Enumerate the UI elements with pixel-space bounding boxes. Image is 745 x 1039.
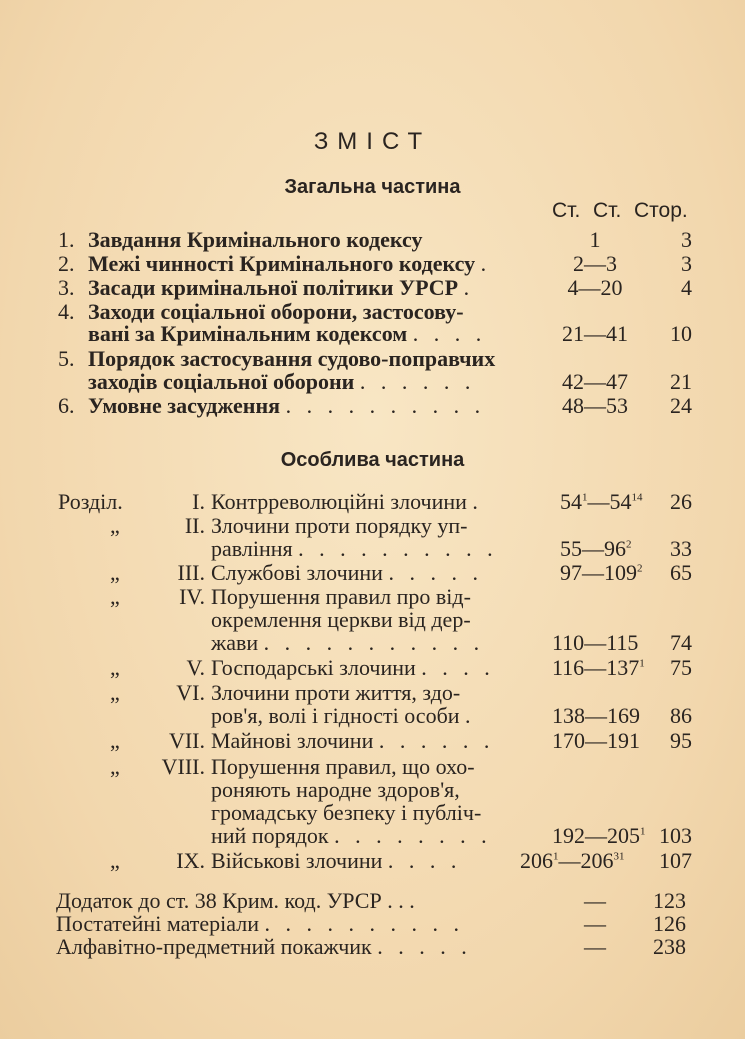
ditto-mark: „: [110, 728, 120, 753]
appendix-page: 238: [653, 934, 686, 959]
section-roman: IX.: [176, 848, 205, 873]
section-articles: $97—109^2$: [560, 560, 643, 585]
section-page: 75: [670, 655, 692, 680]
general-row-page: 10: [670, 321, 692, 346]
general-row-number: 4.: [58, 299, 75, 324]
section-articles: $55—96^2$: [560, 536, 632, 561]
appendix-articles: —: [584, 934, 606, 959]
general-row-text-line1: Порядок застосування судово-поправчих: [88, 346, 496, 371]
appendix-articles: —: [584, 888, 606, 913]
section-title: Військові злочини . . . .: [211, 848, 462, 873]
section-page: 65: [670, 560, 692, 585]
section-roman: VIII.: [161, 754, 205, 779]
section-title-line1: Порушення правил, що охо-: [211, 754, 475, 779]
section-roman: VII.: [168, 728, 205, 753]
section-page: 26: [670, 489, 692, 514]
section-articles: 138—169: [552, 703, 640, 728]
section-title: Господарські злочини . . . .: [211, 655, 495, 680]
appendix-item: Алфавітно-предметний покажчик . . . . .: [56, 934, 472, 959]
general-row-articles: 42—47: [562, 369, 628, 394]
ditto-mark: „: [110, 584, 120, 609]
general-row-articles: 4—20: [567, 275, 623, 300]
general-row-number: 3.: [58, 275, 75, 300]
general-row-text: Завдання Кримінального кодексу: [88, 227, 423, 252]
general-row-text: Межі чинності Кримінального кодексу .: [88, 251, 487, 276]
section-articles: $54^1—54^{14}$: [560, 489, 643, 514]
section-title-line3: громадську безпеку і публіч-: [211, 800, 482, 825]
section-title-line1: Порушення правил про від-: [211, 584, 471, 609]
section-title-line3: жави . . . . . . . . . . .: [211, 630, 485, 655]
general-row-page: 3: [681, 227, 692, 252]
section-title-line2: окремлення церкви від дер-: [211, 607, 471, 632]
section-title-line2: ров'я, волі і гідності особи .: [211, 703, 471, 728]
section-articles: $116—137^1$: [552, 655, 645, 680]
general-row-number: 1.: [58, 227, 75, 252]
general-row-number: 6.: [58, 393, 75, 418]
general-part-heading: Загальна частина: [284, 176, 461, 198]
section-articles: $192—205^1$: [552, 823, 646, 848]
section-title: Контрреволюційні злочини .: [211, 489, 478, 514]
section-title-line2: равління . . . . . . . . . .: [211, 536, 498, 561]
page-title: ЗМІСТ: [313, 128, 432, 155]
general-row-text-line2: вані за Кримінальним кодексом . . . .: [88, 321, 487, 346]
special-part-heading: Особлива частина: [280, 449, 465, 471]
section-title-line1: Злочини проти порядку уп-: [211, 513, 468, 538]
appendix-page: 126: [653, 911, 686, 936]
section-roman: III.: [177, 560, 205, 585]
section-roman: V.: [186, 655, 205, 680]
general-row-page: 4: [681, 275, 692, 300]
general-row-number: 2.: [58, 251, 75, 276]
general-row-text: Умовне засудження . . . . . . . . . .: [88, 393, 486, 418]
section-roman: II.: [184, 513, 205, 538]
col-header-articles-2: Ст.: [593, 199, 622, 222]
section-title: Майнові злочини . . . . . .: [211, 728, 495, 753]
ditto-mark: „: [110, 513, 120, 538]
section-title: Службові злочини . . . . .: [211, 560, 483, 585]
appendix-item: Додаток до ст. 38 Крим. код. УРСР . . .: [56, 888, 415, 913]
ditto-mark: „: [110, 754, 120, 779]
section-articles: $206^1—206^{31}$: [520, 848, 625, 873]
section-roman: VI.: [176, 680, 205, 705]
section-page: 33: [670, 536, 692, 561]
general-row-text: Засади кримінальної політики УРСР .: [88, 275, 470, 300]
general-row-text-line2: заходів соціальної оборони . . . . . .: [88, 369, 476, 394]
general-row-page: 24: [670, 393, 692, 418]
ditto-mark: „: [110, 560, 120, 585]
general-row-text-line1: Заходи соціальної оборони, застосову-: [88, 299, 464, 324]
col-header-page: Стор.: [634, 199, 688, 222]
section-articles: 170—191: [552, 728, 640, 753]
section-roman: I.: [192, 489, 205, 514]
general-row-articles: 21—41: [562, 321, 628, 346]
section-label: Розділ.: [58, 489, 123, 514]
section-roman: IV.: [179, 584, 205, 609]
appendix-articles: —: [584, 911, 606, 936]
general-row-number: 5.: [58, 346, 75, 371]
appendix-item: Постатейні матеріали . . . . . . . . . .: [56, 911, 464, 936]
general-row-page: 21: [670, 369, 692, 394]
section-page: 74: [670, 630, 692, 655]
section-page: 86: [670, 703, 692, 728]
ditto-mark: „: [110, 848, 120, 873]
general-row-articles: 1: [589, 227, 601, 252]
section-title-line2: роняють народне здоров'я,: [211, 777, 460, 802]
col-header-articles-1: Ст.: [552, 199, 581, 222]
appendix-page: 123: [653, 888, 686, 913]
general-row-articles: 48—53: [562, 393, 628, 418]
section-page: 103: [659, 823, 692, 848]
ditto-mark: „: [110, 680, 120, 705]
general-row-page: 3: [681, 251, 692, 276]
section-page: 95: [670, 728, 692, 753]
ditto-mark: „: [110, 655, 120, 680]
section-title-line4: ний порядок . . . . . . . .: [211, 823, 492, 848]
section-articles: 110—115: [552, 630, 639, 655]
section-title-line1: Злочини проти життя, здо-: [211, 680, 461, 705]
general-row-articles: 2—3: [573, 251, 617, 276]
section-page: 107: [659, 848, 692, 873]
